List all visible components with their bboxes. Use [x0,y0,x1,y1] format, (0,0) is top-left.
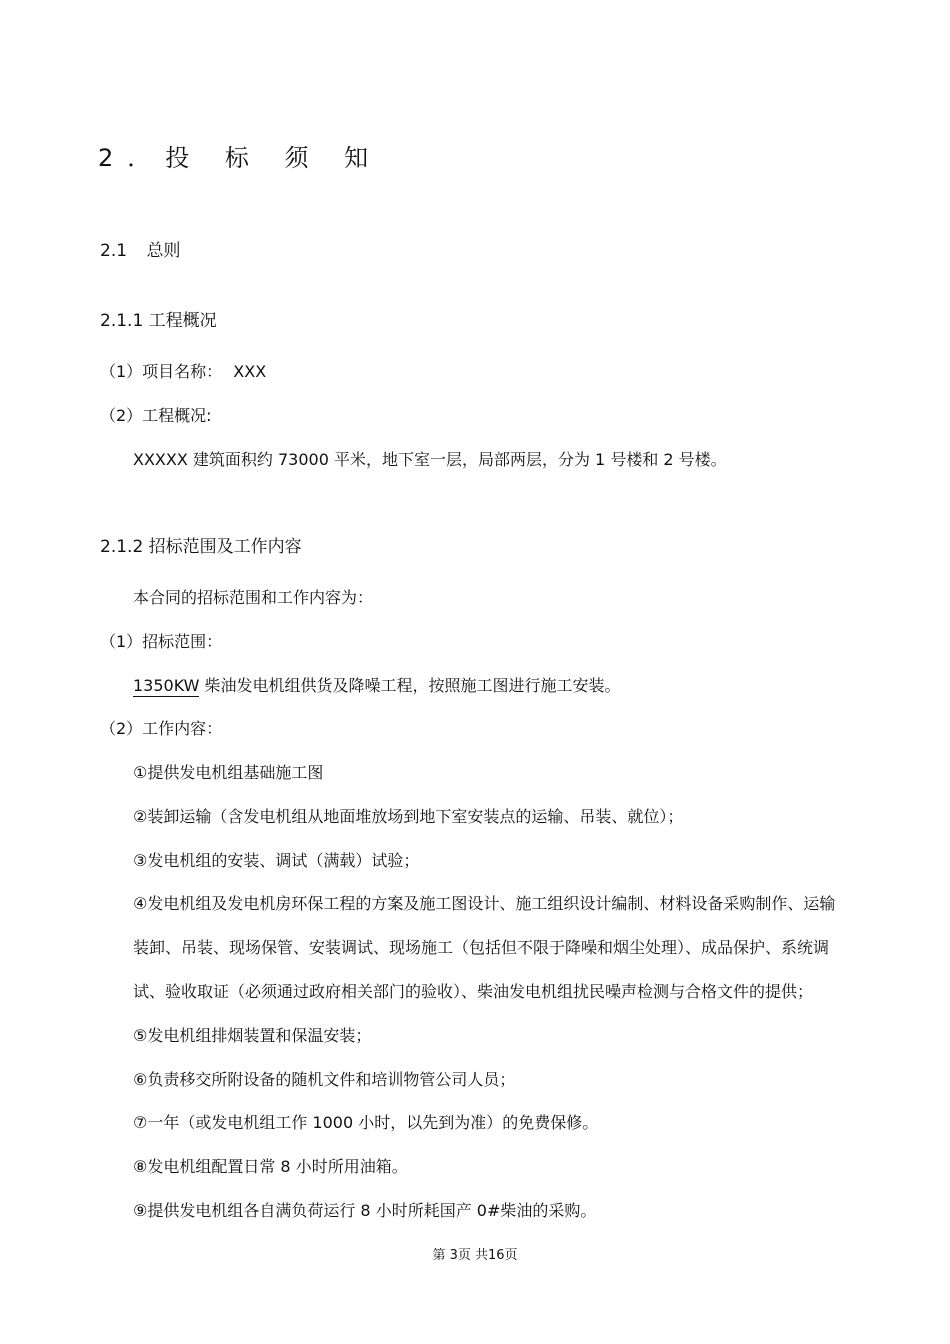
work-item: ④发电机组及发电机房环保工程的方案及施工图设计、施工组织设计编制、材料设备采购制作、运输 [133,894,836,913]
scope-text-underlined: 1350KW [133,676,200,695]
page-footer: 第 3页 共16页 [432,1248,518,1263]
project-name-label: （1）项目名称： [100,362,223,381]
section-heading-2-1-2: 2.1.2 招标范围及工作内容 [100,537,302,557]
scope-label: （1）招标范围： [100,632,223,651]
work-item: ⑦一年（或发电机组工作 1000 小时，以先到为准）的免费保修。 [133,1113,599,1132]
work-item: ③发电机组的安装、调试（满载）试验； [133,851,420,870]
project-name-value: XXX [233,362,267,381]
work-item-continuation: 试、验收取证（必须通过政府相关部门的验收）、柴油发电机组扰民噪声检测与合格文件的提供； [133,982,814,1001]
overview-text: XXXXX 建筑面积约 73000 平米，地下室一层，局部两层，分为 1 号楼和 2 号楼。 [133,450,727,469]
scope-text-rest: 柴油发电机组供货及降噪工程，按照施工图进行施工安装。 [199,676,621,695]
work-item-continuation: 装卸、吊装、现场保管、安装调试、现场施工（包括但不限于降噪和烟尘处理）、成品保护、系统调 [133,938,830,957]
work-item: ①提供发电机组基础施工图 [133,763,324,782]
scope-intro: 本合同的招标范围和工作内容为： [133,588,374,607]
section-heading-2-1-1: 2.1.1 工程概况 [100,311,217,331]
section-heading-2-1: 2.1 总则 [100,241,181,261]
work-item: ⑥负责移交所附设备的随机文件和培训物管公司人员； [133,1070,516,1089]
work-item: ②装卸运输（含发电机组从地面堆放场到地下室安装点的运输、吊装、就位）； [133,807,684,826]
overview-label: （2）工程概况: [100,406,212,425]
work-content-label: （2）工作内容： [100,719,223,738]
project-name-line [100,362,266,382]
page-title: 2．投 标 须 知 [98,144,383,172]
work-item: ⑨提供发电机组各自满负荷运行 8 小时所耗国产 0#柴油的采购。 [133,1201,597,1220]
work-item: ⑧发电机组配置日常 8 小时所用油箱。 [133,1157,408,1176]
work-item: ⑤发电机组排烟装置和保温安装； [133,1026,372,1045]
scope-text-line [133,676,621,696]
